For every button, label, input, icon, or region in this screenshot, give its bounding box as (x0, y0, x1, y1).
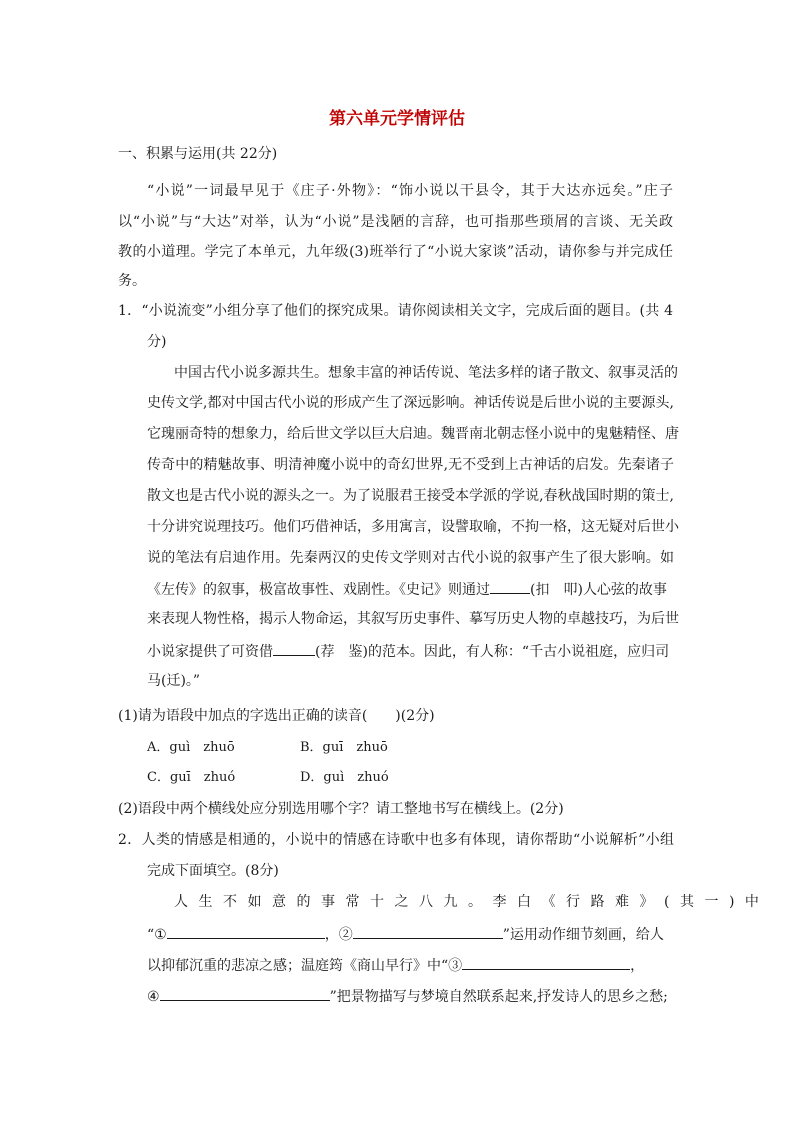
passage-line-2: 史传文学,都对中国古代小说的形成产生了深远影响。神话传说是后世小说的主要源头, (147, 395, 674, 411)
question-2-line-2: 完成下面填空。(8分) (147, 863, 279, 879)
answer-blank-3[interactable] (167, 924, 325, 939)
passage-line-3: 它瑰丽奇特的想象力，给后世文学以巨大启迪。魏晋南北朝志怪小说中的鬼魅精怪、唐 (147, 426, 679, 442)
fill-line-2 (147, 924, 664, 944)
question-2-line-1: 2．人类的情感是相通的，小说中的情感在诗歌中也多有体现，请你帮助“小说解析”小组 (118, 832, 674, 848)
passage-line-9: 来表现人物性格，揭示人物命运，其叙写历史事件、摹写历史人物的卓越技巧，为后世 (147, 611, 679, 627)
page-title: 第六单元学情评估 (329, 109, 465, 129)
passage-line-11: 马(迁)。” (147, 673, 201, 689)
passage-line-8-text: 《左传》的叙事，极富故事性、戏剧性。《史记》则通过 (147, 582, 490, 598)
char-options-1: (扣 叩) (530, 582, 583, 598)
answer-blank-2[interactable] (273, 641, 315, 656)
intro-line-2: 以“小说”与“大达”对举，认为“小说”是浅陋的言辞，也可指那些琐屑的言谈、无关政 (118, 214, 673, 230)
fill-line-2-end: ”运用动作细节刻画，给人 (502, 927, 664, 943)
fill-line-4-open: ④ (147, 989, 160, 1005)
passage-line-10-text: 小说家提供了可资借 (147, 644, 273, 660)
question-1-line-1: 1．“小说流变”小组分享了他们的探究成果。请你阅读相关文字，完成后面的题目。(共 4 (118, 303, 673, 319)
fill-line-2-mid: ，② (324, 927, 353, 943)
passage-line-10 (147, 641, 669, 661)
answer-blank-4[interactable] (353, 924, 503, 939)
passage-line-6: 十分讲究说理技巧。他们巧借神话，多用寓言，设譬取喻，不拘一格，这无疑对后世小 (147, 519, 679, 535)
fill-line-3 (147, 955, 644, 975)
passage-line-7: 说的笔法有启迪作用。先秦两汉的史传文学则对古代小说的叙事产生了很大影响。如 (147, 550, 674, 566)
passage-line-8-end: 人心弦的故事 (582, 582, 667, 598)
answer-blank-1[interactable] (490, 579, 530, 594)
fill-line-3-text: 以抑郁沉重的悲凉之感；温庭筠《商山早行》中“③ (147, 958, 463, 974)
sub-question-1: (1)请为语段中加点的字选出正确的读音( )(2分) (118, 708, 435, 724)
passage-line-5: 散文也是古代小说的源头之一。为了说服君王接受本学派的学说,春秋战国时期的策士, (147, 488, 674, 504)
intro-line-1: “小说”一词最早见于《庄子·外物》：“饰小说以干县令，其于大达亦远矣。”庄子 (147, 183, 673, 199)
question-1-line-2: 分) (147, 334, 167, 350)
option-c[interactable]: C．guī zhuó (147, 770, 236, 785)
passage-line-8 (147, 579, 667, 599)
passage-line-10-end: 的范本。因此，有人称：“千古小说祖庭，应归司 (367, 644, 670, 660)
passage-line-1: 中国古代小说多源共生。想象丰富的神话传说、笔法多样的诸子散文、叙事灵活的 (174, 365, 678, 381)
fill-line-1: 人生不如意的事常十之八九。李白《行路难》(其一)中 (174, 894, 770, 910)
option-b[interactable]: B．guī zhuō (300, 740, 388, 755)
fill-line-3-end: ， (630, 958, 645, 974)
answer-blank-6[interactable] (160, 986, 330, 1001)
fill-line-4-end: ”把景物描写与梦境自然联系起来,抒发诗人的思乡之愁; (329, 989, 668, 1005)
option-a[interactable]: A．guì zhuō (147, 740, 235, 755)
option-d[interactable]: D．guì zhuó (300, 770, 389, 785)
fill-line-4 (147, 986, 668, 1006)
answer-blank-5[interactable] (462, 955, 630, 970)
sub-question-2: (2)语段中两个横线处应分别选用哪个字？请工整地书写在横线上。(2分) (118, 801, 564, 817)
intro-line-3: 教的小道理。学完了本单元，九年级(3)班举行了“小说大家谈”活动，请你参与并完成任 (118, 244, 673, 260)
section-heading: 一、积累与运用(共 22分) (118, 146, 278, 162)
passage-line-4: 传奇中的精魅故事、明清神魔小说中的奇幻世界,无不受到上古神话的启发。先秦诸子 (147, 457, 674, 473)
fill-line-2-open: “① (147, 927, 167, 943)
intro-line-4: 务。 (118, 273, 146, 289)
char-options-2: (荐 鉴) (315, 644, 368, 660)
